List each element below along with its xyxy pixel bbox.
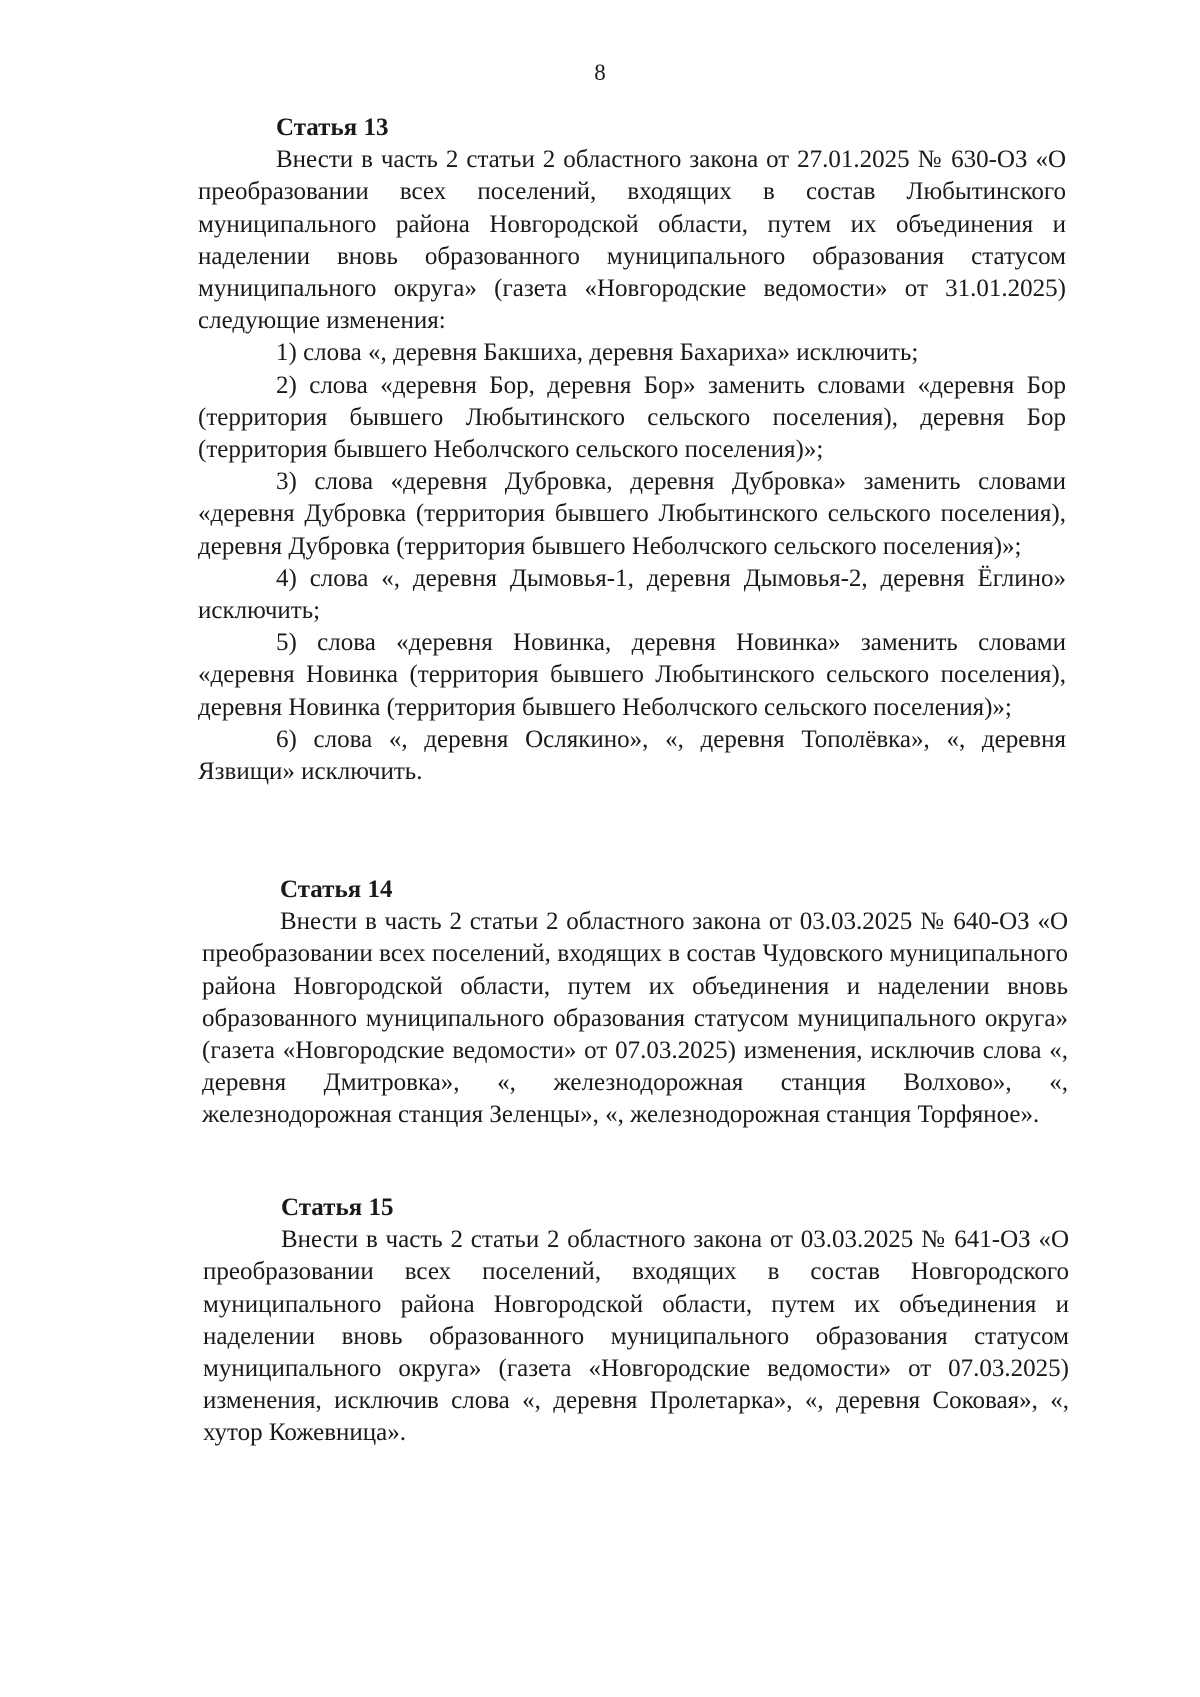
- article-paragraph: 4) слова «, деревня Дымовья-1, деревня Дымовья-2, деревня Ёглино» исключить;: [198, 564, 1066, 625]
- article-paragraph: Внести в часть 2 статьи 2 областного закона от 03.03.2025 № 640-ОЗ «О преобразовании всех поселений, входящих в состав Чудовского муниципального района Новгородской области, путем их объединения и наделении вновь образованного муниципального образования статусом муниципального округа» (газета «Новгородские ведомости» от 07.03.2025) изменения, исключив слова «, деревня Дмитровка», «, железнодорожная станция Волхово», «, железнодорожная станция Зеленцы», «, железнодорожная станция Торфяное».: [202, 908, 1068, 1129]
- article-paragraph: Внести в часть 2 статьи 2 областного закона от 27.01.2025 № 630-ОЗ «О преобразовании всех поселений, входящих в состав Любытинского муниципального района Новгородской области, путем их объединения и наделении вновь образованного муниципального образования статусом муниципального округа» (газета «Новгородские ведомости» от 31.01.2025) следующие изменения:: [198, 146, 1066, 335]
- article-paragraph: Внести в часть 2 статьи 2 областного закона от 03.03.2025 № 641-ОЗ «О преобразовании всех поселений, входящих в состав Новгородского муниципального района Новгородской области, путем их объединения и наделении вновь образованного муниципального образования статусом муниципального округа» (газета «Новгородские ведомости» от 07.03.2025) изменения, исключив слова «, деревня Пролетарка», «, деревня Соковая», «, хутор Кожевница».: [203, 1226, 1069, 1447]
- article-title: Статья 13: [276, 114, 389, 141]
- article-paragraph: 5) слова «деревня Новинка, деревня Новинка» заменить словами «деревня Новинка (территория бывшего Любытинского сельского поселения), деревня Новинка (территория бывшего Неболчского сельского поселения)»;: [198, 629, 1066, 721]
- page-number: 8: [594, 60, 606, 85]
- article-14: [202, 874, 1068, 1132]
- article-15: [203, 1192, 1069, 1450]
- article-title: Статья 14: [280, 876, 393, 903]
- article-paragraph: 6) слова «, деревня Ослякино», «, деревня Тополёвка», «, деревня Язвищи» исключить.: [198, 725, 1066, 786]
- article-paragraph: 2) слова «деревня Бор, деревня Бор» заменить словами «деревня Бор (территория бывшего Любытинского сельского поселения), деревня Бор (территория бывшего Неболчского сельского поселения)»;: [198, 371, 1066, 464]
- article-paragraph: 3) слова «деревня Дубровка, деревня Дубровка» заменить словами «деревня Дубровка (территория бывшего Любытинского сельского поселения), деревня Дубровка (территория бывшего Неболчского сельского поселения)»;: [198, 468, 1066, 560]
- article-title: Статья 15: [281, 1194, 394, 1221]
- article-13: [198, 112, 1066, 788]
- article-paragraph: 1) слова «, деревня Бакшиха, деревня Бахариха» исключить;: [276, 339, 919, 367]
